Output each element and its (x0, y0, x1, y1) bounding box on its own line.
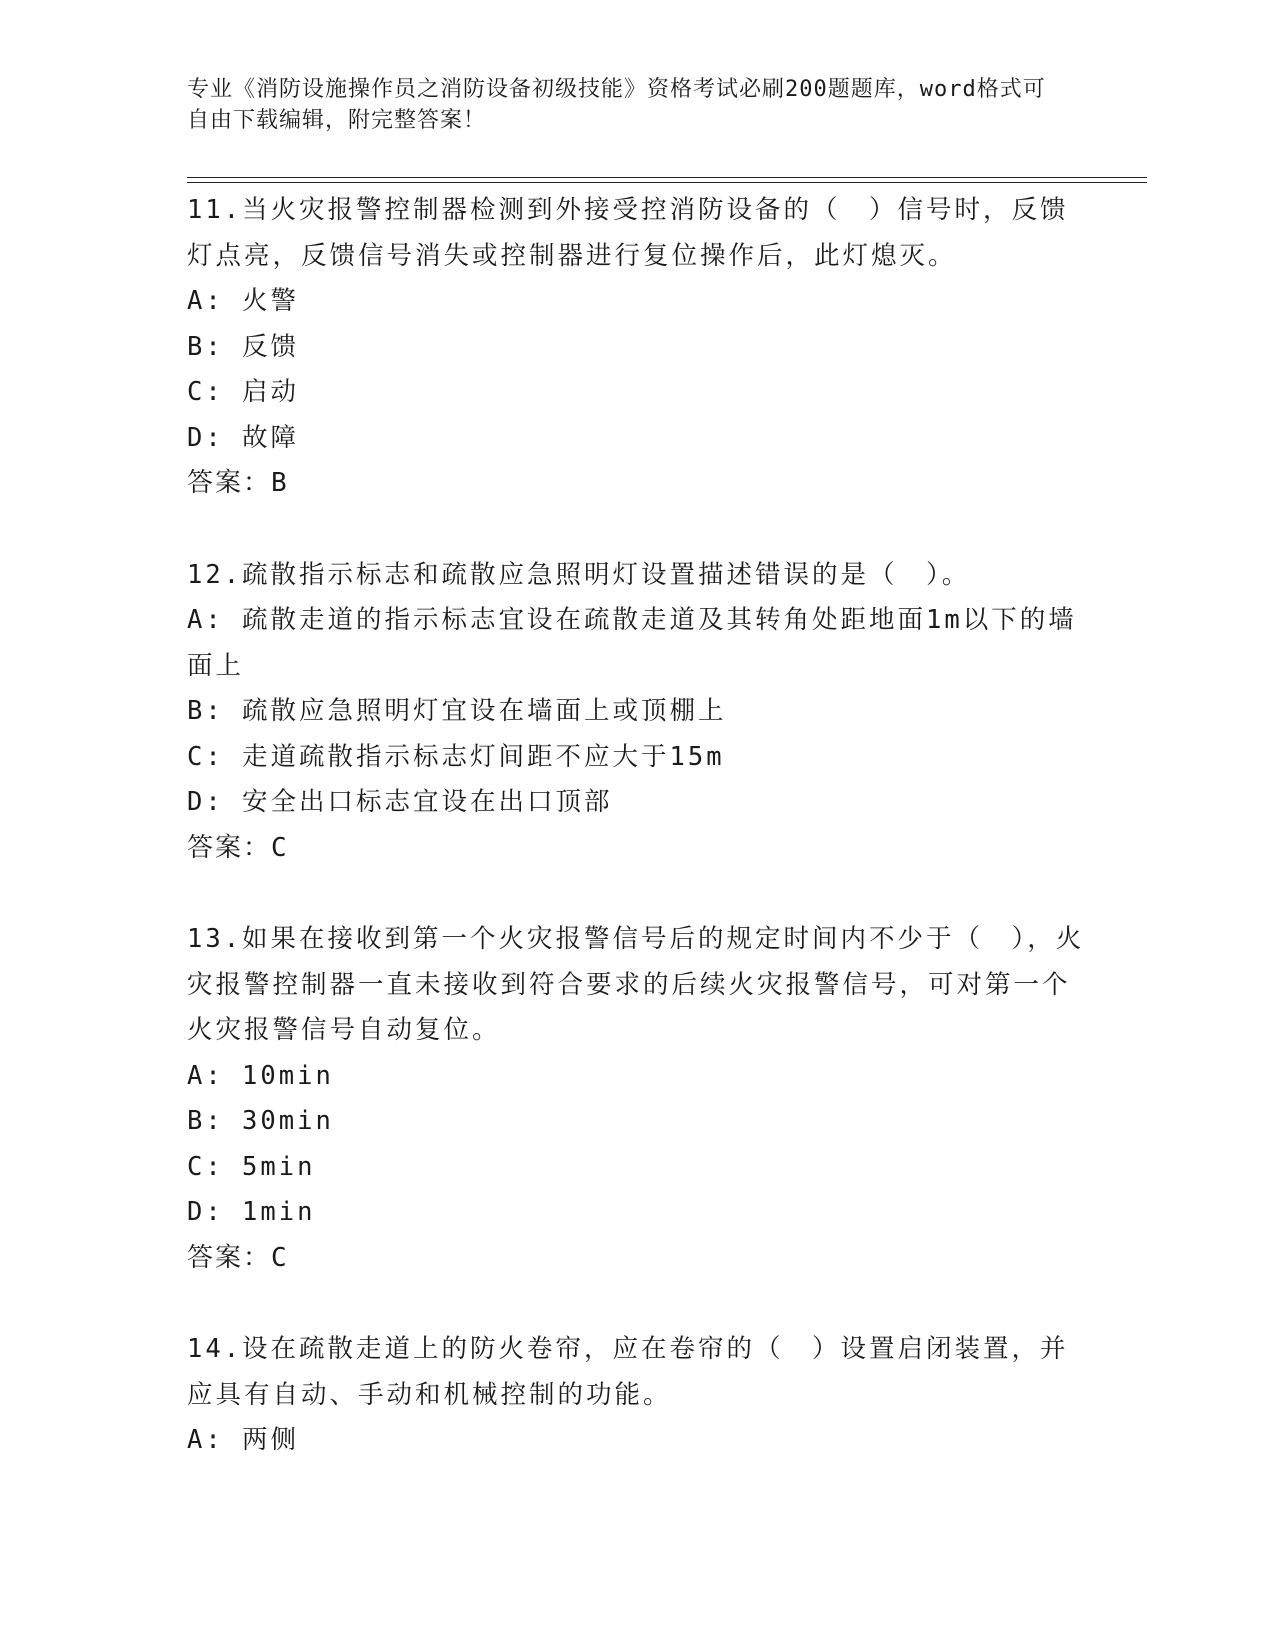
option-c: C: 走道疏散指示标志灯间距不应大于15m (187, 741, 725, 772)
option-b: B: 反馈 (187, 331, 300, 362)
answer-line (187, 826, 1087, 872)
question-stem: 12.疏散指示标志和疏散应急照明灯设置描述错误的是（ ）。 (187, 559, 971, 590)
option-a: A: 两侧 (187, 1425, 300, 1455)
answer-value: C (271, 1242, 288, 1273)
question-14 (187, 1327, 1087, 1464)
answer-line (187, 461, 1087, 507)
answer-label: 答案： (187, 468, 272, 498)
answer-line (187, 1236, 1087, 1282)
answer-label: 答案： (187, 1242, 272, 1273)
option-b: B: 30min (187, 1106, 334, 1136)
question-13 (187, 917, 1087, 1281)
answer-value: B (271, 468, 288, 498)
document-header: 专业《消防设施操作员之消防设备初级技能》资格考试必刷200题题库，word格式可自由下载编辑，附完整答案！ (187, 77, 1046, 133)
question-12 (187, 553, 1087, 872)
answer-value: C (271, 832, 288, 863)
question-stem: 13.如果在接收到第一个火灾报警信号后的规定时间内不少于（ ），火灾报警控制器一直未接收到符合要求的后续火灾报警信号，可对第一个火灾报警信号自动复位。 (187, 924, 1085, 1045)
option-d: D: 故障 (187, 422, 300, 453)
question-stem: 11.当火灾报警控制器检测到外接受控消防设备的（ ）信号时，反馈灯点亮，反馈信号消失或控制器进行复位操作后，此灯熄灭。 (187, 195, 1069, 271)
option-a: A: 10min (187, 1060, 334, 1091)
question-11 (187, 188, 1087, 507)
option-a: A: 疏散走道的指示标志宜设在疏散走道及其转角处距地面1m以下的墙面上 (187, 605, 1077, 681)
option-b: B: 疏散应急照明灯宜设在墙面上或顶棚上 (187, 696, 727, 726)
option-c: C: 启动 (187, 377, 300, 407)
option-a: A: 火警 (187, 286, 300, 316)
answer-label: 答案： (187, 832, 272, 863)
option-d: D: 1min (187, 1197, 316, 1227)
option-d: D: 安全出口标志宜设在出口顶部 (187, 787, 613, 817)
question-list (187, 188, 1087, 1510)
header-divider (187, 177, 1147, 183)
question-stem: 14.设在疏散走道上的防火卷帘，应在卷帘的（ ）设置启闭装置，并应具有自动、手动和机械控制的功能。 (187, 1334, 1069, 1410)
option-c: C: 5min (187, 1151, 316, 1182)
